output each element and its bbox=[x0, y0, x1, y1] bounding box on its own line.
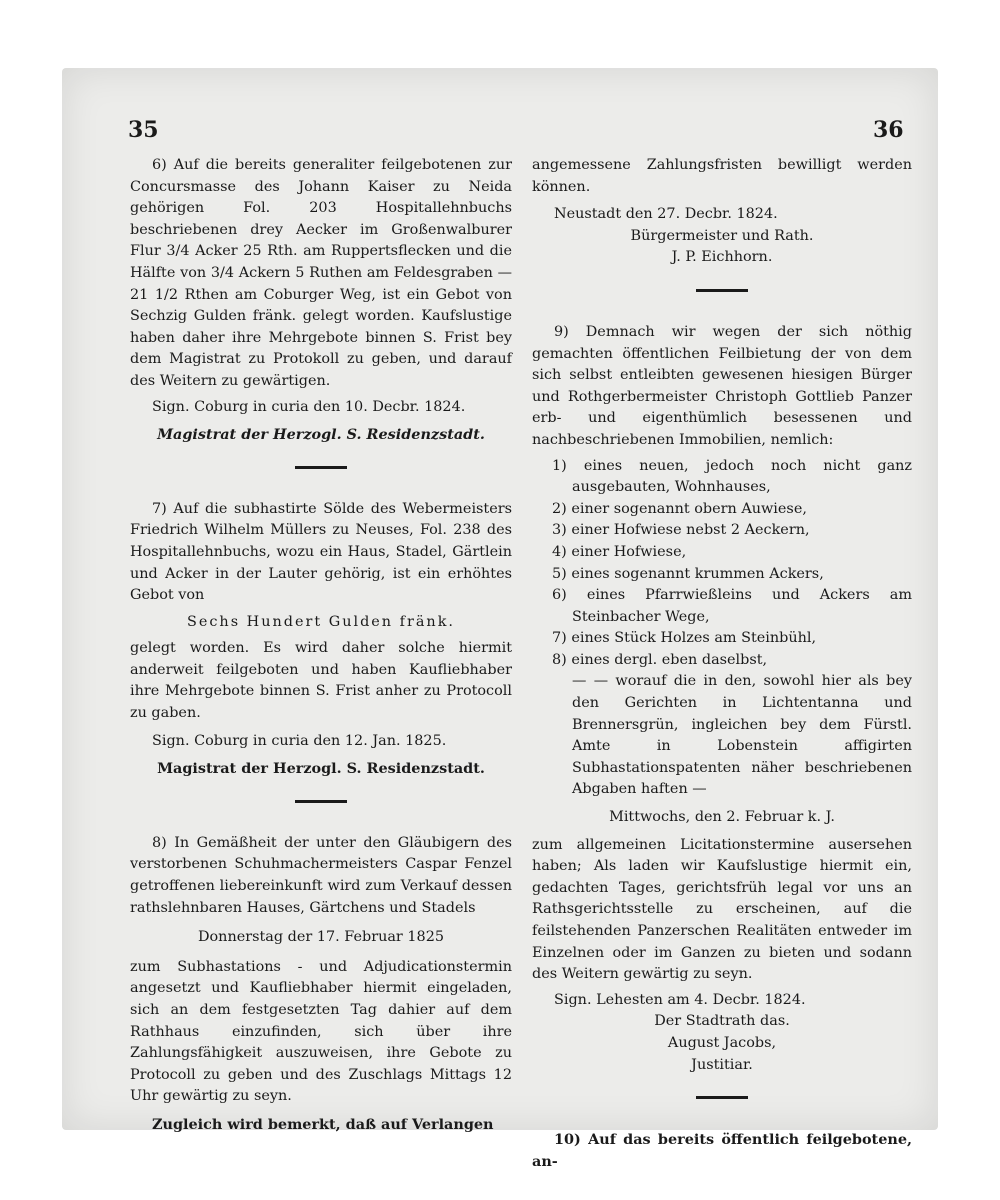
notice-8-text-final: Zugleich wird bemerkt, daß auf Verlangen bbox=[152, 1115, 494, 1133]
notice-10-text: 10) Auf das bereits öffentlich feilgebotene, an- bbox=[532, 1131, 912, 1170]
notice-7-sign: Sign. Coburg in curia den 12. Jan. 1825. bbox=[152, 732, 447, 749]
notice-9-signer-2: August Jacobs, bbox=[667, 1034, 777, 1051]
right-column bbox=[532, 155, 912, 1172]
list-item: 1) eines neuen, jedoch noch nicht ganz ausgebauten, Wohnhauses, bbox=[552, 457, 912, 496]
notice-6-sign: Sign. Coburg in curia den 10. Decbr. 1824. bbox=[152, 398, 466, 415]
notice-7-amount: Sechs Hundert Gulden fränk. bbox=[187, 613, 455, 630]
right-page-number: 36 bbox=[873, 117, 904, 143]
separator-rule bbox=[696, 289, 748, 292]
notice-9-text: 9) Demnach wir wegen der sich nöthig gemachten öffentlichen Feilbietung der von dem sich selbst entleibten gewesenen hiesigen Bürger und Rothgerbermeister Christoph Gottlieb Panzer erb- und eigenthümlich besessenen und nachbeschriebenen Immobilien, nemlich: bbox=[532, 323, 912, 448]
continued-sign: Neustadt den 27. Decbr. 1824. bbox=[554, 206, 778, 223]
notice-8-date: Donnerstag der 17. Februar 1825 bbox=[197, 929, 445, 946]
notice-9-sign: Sign. Lehesten am 4. Decbr. 1824. bbox=[554, 991, 806, 1008]
separator-rule bbox=[295, 800, 347, 803]
list-item: 5) eines sogenannt krummen Ackers, bbox=[552, 565, 824, 582]
notice-9-signer-3: Justitiar. bbox=[691, 1056, 753, 1073]
notice-6-signer: Magistrat der Herzogl. S. Residenzstadt. bbox=[157, 426, 485, 444]
notice-8-text: 8) In Gemäßheit der unter den Gläubigern des verstorbenen Schuhmachermeisters Caspar Fenzel getroffenen liebereinkunft wird zum Verkauf dessen rathslehnbaren Hauses, Gärtchens und Stadels bbox=[130, 834, 512, 916]
property-list bbox=[532, 456, 912, 672]
notice-7-text-continued: gelegt worden. Es wird daher solche hiermit anderweit feilgeboten und haben Kaufliebhaber ihre Mehrgebote binnen S. Frist anher zu Protocoll zu gaben. bbox=[130, 640, 512, 722]
notice-9-dash-text: — — worauf die in den, sowohl hier als bey den Gerichten in Lichtentanna und Brennersgrün, ingleichen bey dem Fürstl. Amte in Lobenstein affigirten Subhastationspatenten näher beschriebenen Abgaben haften — bbox=[572, 673, 912, 798]
separator-rule bbox=[696, 1096, 748, 1099]
notice-8-text-continued: zum Subhastations - und Adjudicationstermin angesetzt und Kaufliebhaber hiermit eingeladen, sich an dem festgesetzten Tag dahier auf dem Rathhaus einzufinden, sich über ihre Zahlungsfähigkeit auszuweisen, ihre Gebote zu Protocoll zu geben und des Zuschlags Mittags 12 Uhr gewärtig zu seyn. bbox=[130, 958, 512, 1105]
continued-signer-2: J. P. Eichhorn. bbox=[671, 249, 773, 266]
list-item: 3) einer Hofwiese nebst 2 Aeckern, bbox=[552, 522, 810, 539]
continued-text: angemessene Zahlungsfristen bewilligt werden können. bbox=[532, 157, 912, 195]
list-item: 8) eines dergl. eben daselbst, bbox=[552, 651, 768, 668]
left-column bbox=[130, 155, 512, 1136]
separator-rule bbox=[295, 466, 347, 469]
notice-7-signer: Magistrat der Herzogl. S. Residenzstadt. bbox=[157, 760, 485, 778]
list-item: 4) einer Hofwiese, bbox=[552, 543, 687, 560]
left-page-number: 35 bbox=[128, 117, 159, 143]
notice-9-date: Mittwochs, den 2. Februar k. J. bbox=[609, 809, 835, 826]
list-item: 2) einer sogenannt obern Auwiese, bbox=[552, 500, 807, 517]
notice-9-text-continued: zum allgemeinen Licitationstermine ausersehen haben; Als laden wir Kaufslustige hiermit ein, gedachten Tages, gerichtsfrüh legal vor uns an Rathsgerichtsstelle zu erscheinen, auf die feilstehenden Panzerschen Realitäten entweder im Einzelnen oder im Ganzen zu bieten und sodann des Weitern gewärtig zu seyn. bbox=[532, 836, 912, 983]
continued-signer-1: Bürgermeister und Rath. bbox=[630, 227, 814, 244]
notice-7-text: 7) Auf die subhastirte Sölde des Webermeisters Friedrich Wilhelm Müllers zu Neuses, Fol. 238 des Hospitallehnbuchs, wozu ein Haus, Stadel, Gärtlein und Acker in der Lauter gehörig, ist ein erhöhtes Gebot von bbox=[130, 500, 512, 604]
list-item: 6) eines Pfarrwießleins und Ackers am Steinbacher Wege, bbox=[552, 587, 912, 625]
notice-6-text: 6) Auf die bereits generaliter feilgebotenen zur Concursmasse des Johann Kaiser zu Neida gehörigen Fol. 203 Hospitallehnbuchs beschriebenen drey Aecker im Großenwalburer Flur 3/4 Acker 25 Rth. am Ruppertsflecken und die Hälfte von 3/4 Ackern 5 Ruthen am Feldesgraben — 21 1/2 Rthen am Coburger Weg, ist ein Gebot von Sechzig Gulden fränk. gelegt worden. Kaufslustige haben daher ihre Mehrgebote binnen S. Frist bey dem Magistrat zu Protokoll zu geben, und darauf des Weitern zu gewärtigen. bbox=[130, 157, 512, 389]
notice-9-signer-1: Der Stadtrath das. bbox=[654, 1013, 790, 1030]
list-item: 7) eines Stück Holzes am Steinbühl, bbox=[552, 630, 817, 647]
